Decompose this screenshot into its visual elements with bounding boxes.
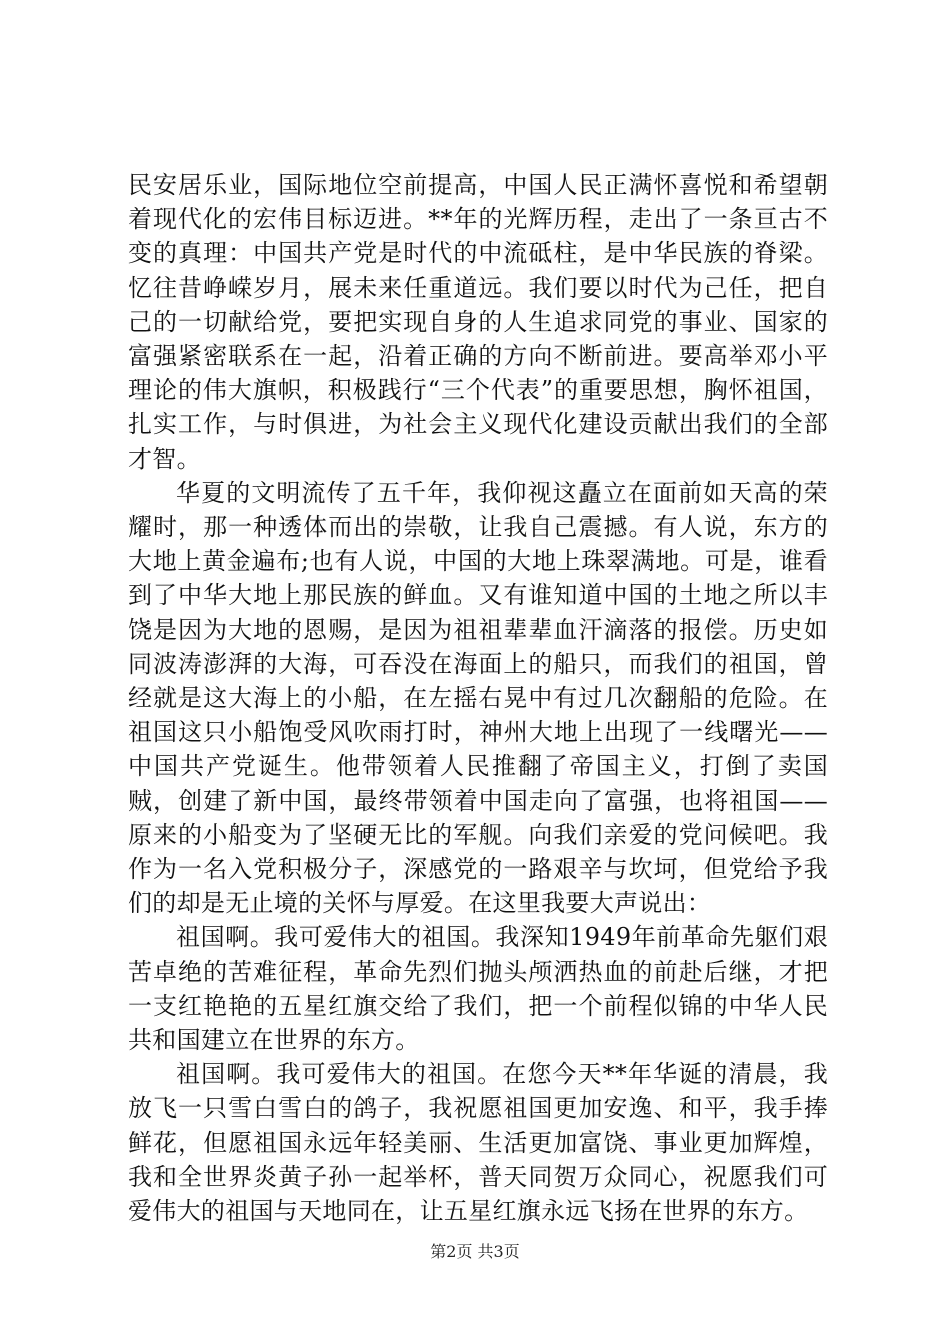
paragraph-2: 华夏的文明流传了五千年，我仰视这矗立在面前如天高的荣耀时，那一种透体而出的崇敬，让我自己震撼。有人说，东方的大地上黄金遍布;也有人说，中国的大地上珠翠满地。可是，谁看到了中华大地上那民族的鲜血。又有谁知道中国的土地之所以丰饶是因为大地的恩赐，是因为祖祖辈辈血汗滴落的报偿。历史如同波涛澎湃的大海，可吞没在海面上的船只，而我们的祖国，曾经就是这大海上的小船，在左摇右晃中有过几次翻船的危险。在祖国这只小船饱受风吹雨打时，神州大地上出现了一线曙光——中国共产党诞生。他带领着人民推翻了帝国主义，打倒了卖国贼，创建了新中国，最终带领着中国走向了富强，也将祖国——原来的小船变为了坚硬无比的军舰。向我们亲爱的党问候吧。我作为一名入党积极分子，深感党的一路艰辛与坎坷，但党给予我们的却是无止境的关怀与厚爱。在这里我要大声说出： [128, 478, 828, 918]
document-body [128, 168, 828, 1228]
page-footer [0, 1242, 950, 1262]
page-indicator: 第2页 共3页 [430, 1242, 520, 1261]
paragraph-1: 民安居乐业，国际地位空前提高，中国人民正满怀喜悦和希望朝着现代化的宏伟目标迈进。**年的光辉历程，走出了一条亘古不变的真理：中国共产党是时代的中流砥柱，是中华民族的脊梁。忆往昔峥嵘岁月，展未来任重道远。我们要以时代为己任，把自己的一切献给党，要把实现自身的人生追求同党的事业、国家的富强紧密联系在一起，沿着正确的方向不断前进。要高举邓小平理论的伟大旗帜，积极践行“三个代表”的重要思想，胸怀祖国，扎实工作，与时俱进，为社会主义现代化建设贡献出我们的全部才智。 [128, 171, 828, 473]
paragraph-4: 祖国啊。我可爱伟大的祖国。在您今天**年华诞的清晨，我放飞一只雪白雪白的鸽子，我祝愿祖国更加安逸、和平，我手捧鲜花，但愿祖国永远年轻美丽、生活更加富饶、事业更加辉煌，我和全世界炎黄子孙一起举杯，普天同贺万众同心，祝愿我们可爱伟大的祖国与天地同在，让五星红旗永远飞扬在世界的东方。 [128, 1060, 828, 1226]
paragraph-3: 祖国啊。我可爱伟大的祖国。我深知1949年前革命先躯们艰苦卓绝的苦难征程，革命先烈们抛头颅洒热血的前赴后继，才把一支红艳艳的五星红旗交给了我们，把一个前程似锦的中华人民共和国建立在世界的东方。 [128, 923, 828, 1055]
